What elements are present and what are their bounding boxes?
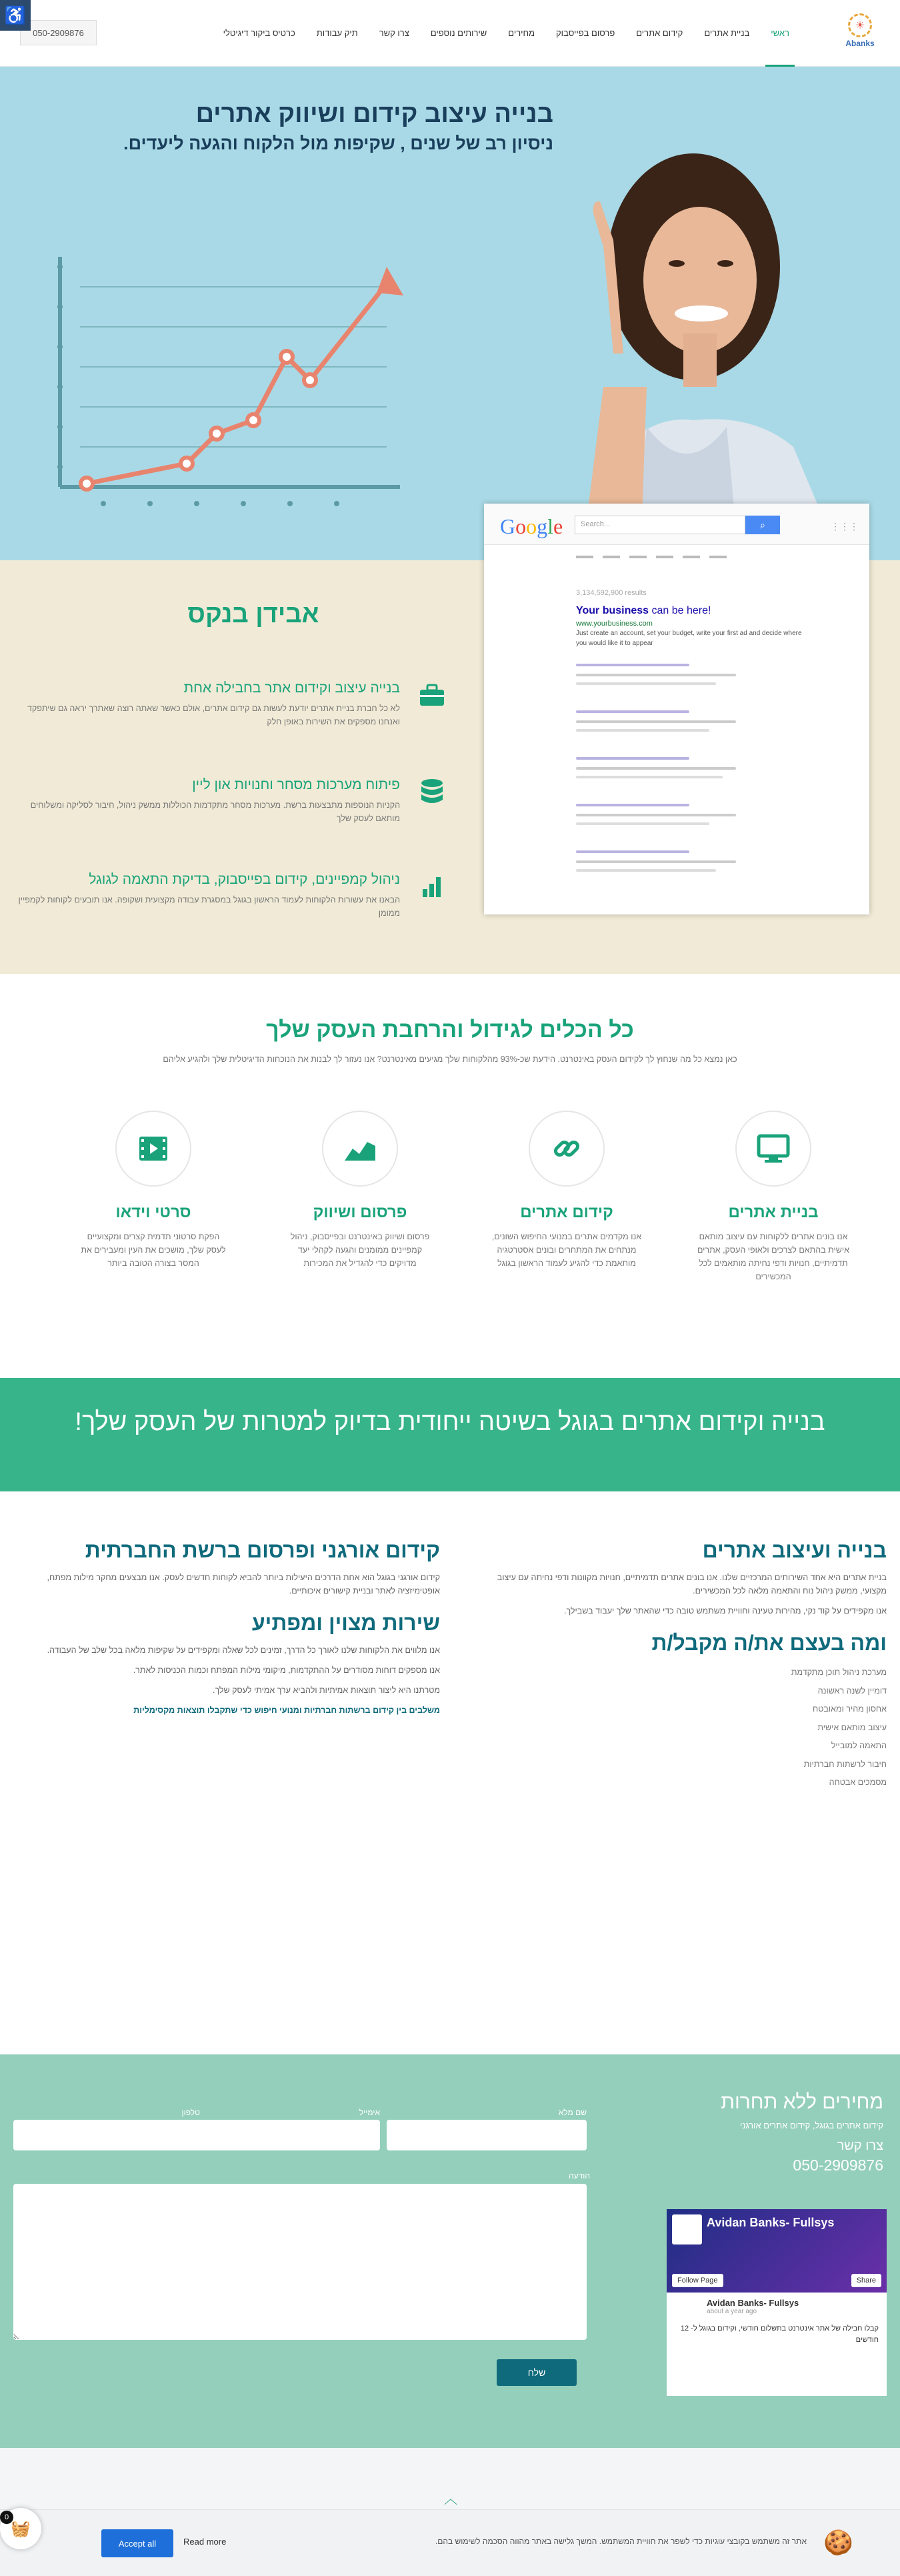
- services-left-highlight: משלבים בין קידום ברשתות חברתיות ומנועי חיפוש כדי שתקבלו תוצאות מקסימליות: [133, 1706, 440, 1715]
- post-author[interactable]: Avidan Banks- Fullsys: [707, 2298, 799, 2308]
- about-title: אבידן בנקס: [187, 600, 319, 628]
- site-header: [0, 0, 900, 67]
- promo-band-text: בנייה וקידום אתרים בגוגל בשיטה ייחודית בדיוק למטרות של העסק שלך!: [75, 1408, 825, 1436]
- phone-field-wrap: [13, 2108, 200, 2150]
- follow-page-button[interactable]: Follow Page: [672, 2274, 723, 2287]
- feature-text: הקניות הנוספות מתבצעות ברשת. מערכות מסחר מתקדמות הכוללות ממשק ניהול, חיבור לסליקה ומשלוחים מותאם לעסק שלך: [30, 800, 400, 823]
- contact-heading: [663, 2091, 883, 2174]
- promo-band: [0, 1378, 900, 1491]
- tool-text: הפקת סרטוני תדמית קצרים ומקצועיים לעסק שלך, מושכים את העין ומעבירים את המסר בצורה הטובה ביותר: [81, 1232, 226, 1268]
- cookie-text: אתר זה משתמש בקובצי עוגיות כדי לשפר את חוויית המשתמש. המשך גלישה באתר מהווה הסכמה לשימוש בהם.: [435, 2537, 807, 2546]
- services-left-subtitle: שירות מצוין ומפתיע: [251, 1611, 440, 1635]
- nav-web-building[interactable]: בניית אתרים: [704, 28, 750, 38]
- facebook-cover: [667, 2209, 887, 2293]
- feature-text: לא כל חברת בניית אתרים יודעת לעשות גם קידום אתרים, אולם כאשר שאתה רוצה שאתרך יראה גם שיתפקד ואנחנו מספקים את השירות באופן חלק: [27, 704, 400, 726]
- feature-item: [13, 680, 400, 728]
- ad-url: www.yourbusiness.com: [576, 620, 653, 628]
- feature-text: הבאנו את עשורות הלקוחות לעמוד הראשון בגוגל במסגרת עבודה מקצועית ושקופה. אנו תובעים לקוחות לקמפיין ממומן: [18, 895, 400, 918]
- cookie-icon: 🍪: [823, 2529, 853, 2556]
- hero-title: בנייה עיצוב קידום ושיווק אתרים: [195, 100, 553, 128]
- link-icon: [529, 1111, 605, 1187]
- read-more-link[interactable]: Read more: [183, 2537, 227, 2547]
- feature-title: פיתוח מערכות מסחר וחנויות און ליין: [192, 777, 400, 792]
- feature-title: ניהול קמפיינים, קידום בפייסבוק, בדיקת התאמה לגוגל: [89, 872, 400, 887]
- services-right-title: בנייה ועיצוב אתרים: [702, 1538, 887, 1562]
- name-field-wrap: [387, 2108, 587, 2150]
- send-button[interactable]: שלח: [497, 2359, 577, 2386]
- briefcase-icon: [417, 680, 447, 710]
- tool-column: [77, 1111, 230, 1270]
- post-text: קבלו חבילה של אתר אינטרנט בתשלום חודשי, וקידום בגוגל ל- 12 חודשים: [680, 2325, 879, 2344]
- phone-field[interactable]: [13, 2120, 200, 2150]
- tool-column: [697, 1111, 850, 1283]
- email-field[interactable]: [180, 2120, 380, 2150]
- tools-section: [0, 974, 900, 1387]
- google-tabs: [576, 556, 727, 558]
- google-ad-result: [576, 605, 829, 648]
- tool-column: [283, 1111, 437, 1270]
- services-right-column: [493, 1538, 887, 1792]
- nav-facebook-ads[interactable]: פרסום בפייסבוק: [556, 28, 615, 38]
- feature-item: [13, 777, 400, 825]
- cart-icon[interactable]: 🧺: [0, 2508, 41, 2549]
- contact-phone[interactable]: 050-2909876: [793, 2156, 883, 2174]
- feature-title: בנייה עיצוב וקידום אתר בחבילה אחת: [183, 680, 400, 696]
- site-logo[interactable]: [833, 13, 887, 53]
- tool-title: סרטי וידאו: [115, 1203, 191, 1221]
- list-item: דומיין לשנה ראשונה: [817, 1686, 887, 1696]
- google-search-mockup: [484, 504, 869, 914]
- ad-desc-b: you would like it to appear: [576, 640, 653, 647]
- facebook-page-widget: [667, 2209, 887, 2396]
- nav-home[interactable]: ראשי: [760, 0, 800, 67]
- phone-label: טלפון: [181, 2108, 200, 2117]
- services-left-p3: אנו מספקים דוחות מסודרים על ההתקדמות, מיקומי מילות המפתח וכמות הכניסות לאתר.: [133, 1666, 440, 1675]
- email-field-wrap: [180, 2108, 380, 2150]
- services-left-p4: מטרתנו היא ליצור תוצאות אמיתיות ולהביא ערך אמיתי לעסק שלך.: [213, 1686, 440, 1695]
- accept-all-button[interactable]: Accept all: [101, 2529, 173, 2557]
- nav-portfolio[interactable]: תיק עבודות: [316, 28, 358, 38]
- tool-title: בניית אתרים: [728, 1203, 819, 1221]
- services-section: [0, 1491, 900, 2052]
- message-field[interactable]: [13, 2184, 587, 2340]
- monitor-icon: [735, 1111, 811, 1187]
- tools-title: כל הכלים לגידול והרחבת העסק שלך: [266, 1017, 634, 1043]
- logo-text: Abanks: [845, 39, 875, 48]
- list-item: מסמכים אבטחה: [829, 1778, 887, 1787]
- ad-desc-a: Just create an account, set your budget, write your first ad and decide where: [576, 630, 802, 637]
- tool-title: פרסום ושיווק: [313, 1203, 407, 1221]
- apps-grid-icon: ⋮⋮⋮: [831, 521, 859, 532]
- services-left-p2: אנו מלווים את הלקוחות שלנו לאורך כל הדרך, זמינים לכל שאלה ומקפידים על שקיפות מלאה בכל שלב של העבודה.: [47, 1646, 440, 1655]
- name-field[interactable]: [387, 2120, 587, 2150]
- feature-item: [13, 872, 400, 920]
- google-results-count: 3,134,592,900 results: [576, 589, 647, 597]
- services-right-subtitle: ומה בעצם את/ה מקבל/ת: [651, 1631, 887, 1655]
- services-left-p1: קידום אורגני בגוגל הוא אחת הדרכים היעילות ביותר להביא לקוחות חדשים לעסק. אנו מבצעים מחקר מילות מפתח, אופטימיזציה לאתר ובניית קישורים איכותיים.: [47, 1573, 440, 1595]
- tool-text: אנו בונים אתרים ללקוחות עם עיצוב מותאם אישית בהתאם לצרכים ולאופי העסק, אתרים תדמיתיים, חנויות ודפי נחיתה מותאמים לכל המכשירים: [697, 1232, 850, 1281]
- tool-text: פרסום ושיווק באינטרנט ובפייסבוק, ניהול קמפיינים ממומנים והגעה לקהלי יעד מדויקים כדי להגדיל את המכירות: [290, 1232, 430, 1268]
- cart-count-badge: 0: [0, 2511, 13, 2524]
- services-right-p1: בניית אתרים היא אחד השירותים המרכזיים שלנו. אנו בונים אתרים תדמיתיים, חנויות מקוונות ודפי נחיתה עם עיצוב מקצועי, ממשק ניהול נוח והתאמה מלאה לכל המכשירים.: [497, 1573, 887, 1595]
- list-item: חיבור לרשתות חברתיות: [803, 1759, 887, 1769]
- name-label: שם מלא: [558, 2108, 587, 2117]
- ad-title-part-a: Your business: [576, 605, 649, 616]
- chevron-up-icon[interactable]: ︿: [444, 2492, 457, 2507]
- message-label: הודעה: [569, 2171, 590, 2180]
- contact-title: מחירים ללא תחרות: [721, 2091, 883, 2113]
- facebook-page-name[interactable]: Avidan Banks- Fullsys: [707, 2216, 835, 2229]
- cookie-banner: [0, 2509, 900, 2576]
- avatar: [672, 2214, 702, 2244]
- google-search-input: Search...: [575, 516, 745, 534]
- nav-prices[interactable]: מחירים: [508, 28, 535, 38]
- contact-sub: קידום אתרים בגוגל, קידום אתרים אורגני: [739, 2120, 883, 2130]
- services-left-title: קידום אורגני ופרסום ברשת החברתית: [85, 1538, 440, 1562]
- google-logo: Google: [500, 514, 563, 538]
- contact-label: צרו קשר: [837, 2138, 883, 2153]
- bar-chart-icon: [417, 872, 447, 901]
- film-icon: [115, 1111, 191, 1187]
- nav-contact[interactable]: צרו קשר: [379, 28, 409, 38]
- database-icon: [417, 777, 447, 806]
- tool-title: קידום אתרים: [520, 1203, 613, 1221]
- services-list: [493, 1664, 887, 1792]
- post-time: about a year ago: [707, 2308, 757, 2315]
- services-right-p2: אנו מקפידים על קוד נקי, מהירות טעינה וחוויית משתמש טובה כדי שהאתר שלך יעבוד בשבילך.: [564, 1606, 887, 1616]
- header-phone-button[interactable]: 050-2909876: [20, 20, 97, 45]
- list-item: התאמה למובייל: [831, 1741, 887, 1750]
- email-label: אימייל: [359, 2108, 380, 2117]
- growth-chart-illustration: [40, 230, 413, 524]
- ad-title-part-b: can be here!: [651, 605, 711, 616]
- contact-section: [0, 2054, 900, 2448]
- area-chart-icon: [322, 1111, 398, 1187]
- search-icon: ⌕: [745, 516, 780, 534]
- share-button[interactable]: Share: [851, 2274, 881, 2287]
- list-item: מערכת ניהול תוכן מתקדמת: [791, 1668, 887, 1677]
- tool-column: [490, 1111, 643, 1270]
- logo-mark: ☀: [848, 13, 872, 37]
- main-nav: [213, 0, 800, 67]
- nav-digital-card[interactable]: כרטיס ביקור דיגיטלי: [223, 28, 295, 38]
- nav-seo[interactable]: קידום אתרים: [636, 28, 683, 38]
- wheelchair-icon[interactable]: ♿: [0, 0, 31, 31]
- services-left-column: [47, 1538, 440, 1724]
- tool-text: אנו מקדמים אתרים במנועי החיפוש השונים, מנתחים את המתחרים ובונים אסטרטגיה מותאמת כדי להגיע לעמוד הראשון בגוגל: [491, 1232, 642, 1268]
- facebook-post: [667, 2293, 887, 2351]
- tools-subtitle: כאן נמצא כל מה שנחוץ לך לקידום העסק באינטרנט. הידעת שכ-93% מהלקוחות שלך מגיעים מאינטרנט? אנו נעזור לך לבנות את הנוכחות הדיגיטלית שלך ולהגיע אליהם: [163, 1055, 737, 1064]
- list-item: עיצוב מותאם אישית: [817, 1722, 887, 1732]
- hero-subtitle: ניסיון רב של שנים , שקיפות מול הלקוח והגעה ליעדים.: [123, 133, 553, 153]
- nav-more-services[interactable]: שירותים נוספים: [430, 28, 487, 38]
- list-item: אחסון מהיר ומאובטח: [813, 1704, 887, 1714]
- google-toolbar: [484, 504, 869, 545]
- hero-section: [0, 67, 900, 560]
